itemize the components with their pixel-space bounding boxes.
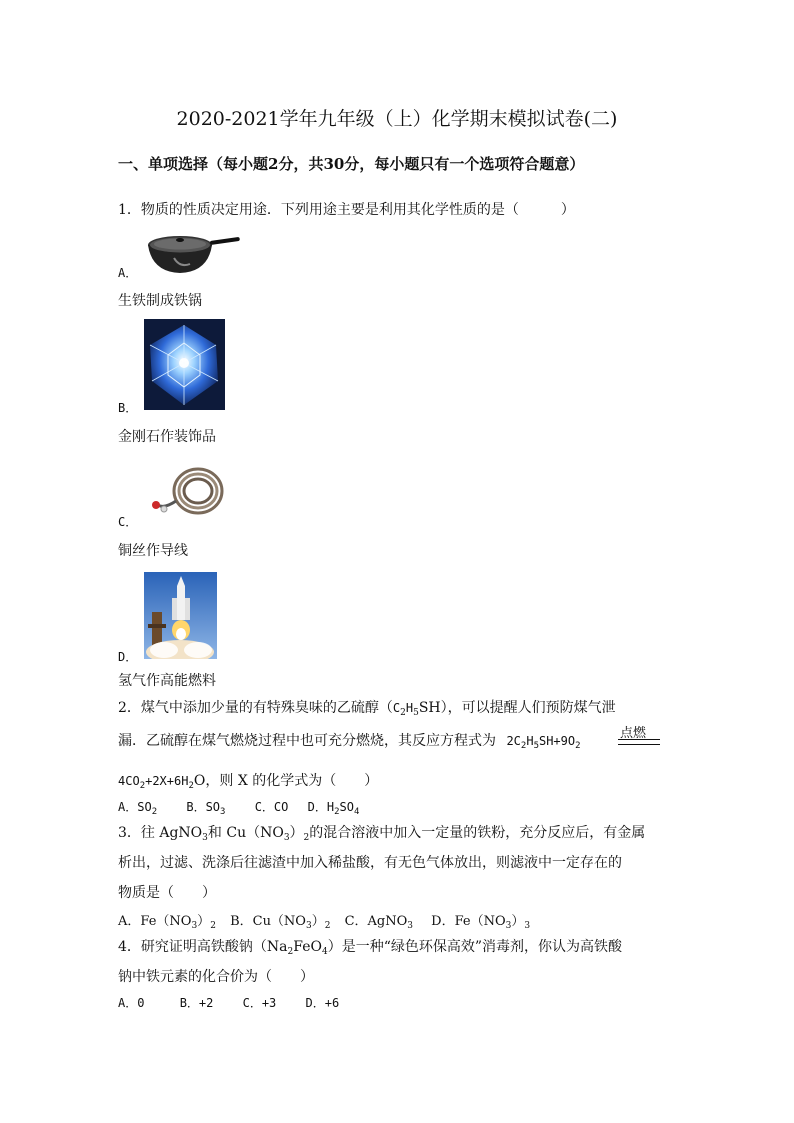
q1-option-a-caption: 生铁制成铁锅: [118, 293, 202, 309]
q3-option-a-s1: 3: [191, 921, 198, 931]
q1-option-b-letter: B．: [118, 401, 138, 415]
q2-option-b: [186, 800, 226, 817]
q1-option-d-letter: D．: [118, 650, 138, 664]
q2-option-c: C．CO: [254, 800, 289, 814]
q2-line3-c: O，则 X 的化学式为（ ）: [193, 773, 379, 789]
q2-formula-c: C: [392, 701, 401, 715]
q3-option-b-s1: 3: [305, 921, 312, 931]
question-4-line-2: 钠中铁元素的化合价为（ ）: [118, 969, 314, 985]
q3-option-b: [230, 914, 330, 929]
page-title: 2020-2021学年九年级（上）化学期末模拟试卷(二): [176, 108, 618, 130]
q4-option-a: A．0: [118, 996, 145, 1010]
q2-option-b-text: B．SO: [186, 800, 221, 814]
q2-line3-sub1: 2: [139, 781, 146, 791]
q3-line1-s3: 2: [303, 833, 310, 843]
q3-option-d-b: ）: [511, 914, 525, 929]
q1-option-a-letter: A．: [118, 266, 138, 280]
q3-option-c: [345, 914, 413, 929]
q4-option-b: B．+2: [179, 996, 214, 1010]
question-3-line-3: 物质是（ ）: [118, 885, 216, 901]
q2-option-d-sub: 2: [334, 807, 340, 817]
q2-text-a: 2．煤气中添加少量的有特殊臭味的乙硫醇（: [118, 700, 393, 716]
question-4-line-1: [118, 936, 622, 956]
q2-option-d: [307, 800, 360, 817]
q1-option-c-caption: 铜丝作导线: [118, 543, 188, 559]
q2-formula-c-sub: 2: [400, 708, 406, 718]
q2-option-d-sub2: 4: [353, 807, 360, 817]
q2-eq-left-rest: SH+9O: [538, 734, 576, 748]
q2-line3-a: 4CO: [118, 774, 140, 788]
q2-eq-left-a: 2C: [506, 734, 521, 748]
q3-option-b-s2: 2: [324, 921, 331, 931]
q3-option-a-b: ）: [197, 914, 211, 929]
q3-option-d-text: D．Fe（NO: [431, 914, 506, 929]
q3-option-c-sub: 3: [407, 921, 414, 931]
q2-options: [118, 798, 359, 815]
q3-line1-s2: 3: [283, 833, 290, 843]
question-3-line-1: [118, 822, 645, 842]
reaction-condition: 点燃: [620, 726, 647, 741]
reaction-equals-sign: [618, 739, 660, 745]
q3-option-b-b: ）: [311, 914, 325, 929]
q3-line1-a: 3．往 AgNO: [118, 825, 203, 841]
q2-eq-left-h: H: [526, 734, 534, 748]
q4-option-d: D．+6: [305, 996, 340, 1010]
q3-option-d: [431, 914, 530, 929]
q2-line3-b: +2X+6H: [145, 774, 189, 788]
q3-option-d-s1: 3: [505, 921, 512, 931]
q3-line1-d: 的混合溶液中加入一定量的铁粉，充分反应后，有金属: [309, 825, 646, 841]
wok-image: [144, 228, 242, 276]
q4-line1-a: 4．研究证明高铁酸钠（Na: [118, 939, 288, 955]
q2-eq-left-sub1: 2: [520, 741, 527, 751]
q2-line-2-text: 漏．乙硫醇在煤气燃烧过程中也可充分燃烧，其反应方程式为: [118, 733, 496, 749]
q2-formula-rest: SH），可以提醒人们预防煤气泄: [418, 700, 616, 716]
q4-line1-s1: 2: [287, 947, 294, 957]
q3-line1-s1: 3: [202, 833, 208, 843]
q4-line1-c: ）是一种“绿色环保高效”消毒剂，你认为高铁酸: [327, 939, 623, 955]
question-2-line-3: [118, 770, 378, 790]
q2-equation-left: [506, 734, 581, 751]
q1-option-d-caption: 氢气作高能燃料: [118, 673, 216, 689]
diamond-image: [144, 319, 225, 410]
q2-formula-h: H: [405, 701, 414, 715]
q1-option-b-caption: 金刚石作装饰品: [118, 429, 216, 445]
question-2-line-1: [118, 697, 616, 717]
q2-option-a-sub: 2: [151, 807, 158, 817]
q4-options: [118, 994, 339, 1011]
q4-line1-s2: 4: [321, 947, 328, 957]
q3-option-c-text: C．AgNO: [344, 914, 408, 929]
question-1-stem: 1．物质的性质决定用途．下列用途主要是利用其化学性质的是（ ）: [118, 202, 575, 218]
q4-option-c: C．+3: [242, 996, 277, 1010]
q2-eq-left-sub3: 2: [575, 741, 581, 751]
q2-option-a: [118, 800, 158, 817]
q2-option-b-sub: 3: [220, 807, 226, 817]
rocket-launch-image: [144, 572, 217, 659]
q2-option-d-rest: SO: [339, 800, 354, 814]
q3-option-b-text: B．Cu（NO: [230, 914, 306, 929]
section-heading: 一、单项选择（每小题2分，共30分，每小题只有一个选项符合题意）: [118, 155, 585, 173]
question-2-line-2: [118, 730, 581, 750]
copper-wire-image: [144, 461, 226, 525]
question-3-line-2: 析出，过滤、洗涤后往滤渣中加入稀盐酸，有无色气体放出，则滤液中一定存在的: [118, 855, 622, 871]
q3-option-a-text: A．Fe（NO: [118, 914, 192, 929]
q3-line1-b: 和 Cu（NO: [207, 825, 284, 841]
q2-option-d-text: D．H: [307, 800, 335, 814]
q2-formula-h-sub: 5: [413, 708, 419, 718]
q4-line1-b: FeO: [293, 939, 322, 955]
q2-eq-left-sub2: 5: [533, 741, 539, 751]
q3-line1-c: ）: [289, 825, 304, 841]
q3-option-a-s2: 2: [210, 921, 216, 931]
q2-option-a-text: A．SO: [118, 800, 152, 814]
q2-line3-sub2: 2: [188, 781, 194, 791]
q1-option-c-letter: C．: [118, 515, 138, 529]
q3-options: [118, 910, 530, 929]
q3-option-d-s2: 3: [524, 921, 531, 931]
q3-option-a: [118, 914, 216, 929]
